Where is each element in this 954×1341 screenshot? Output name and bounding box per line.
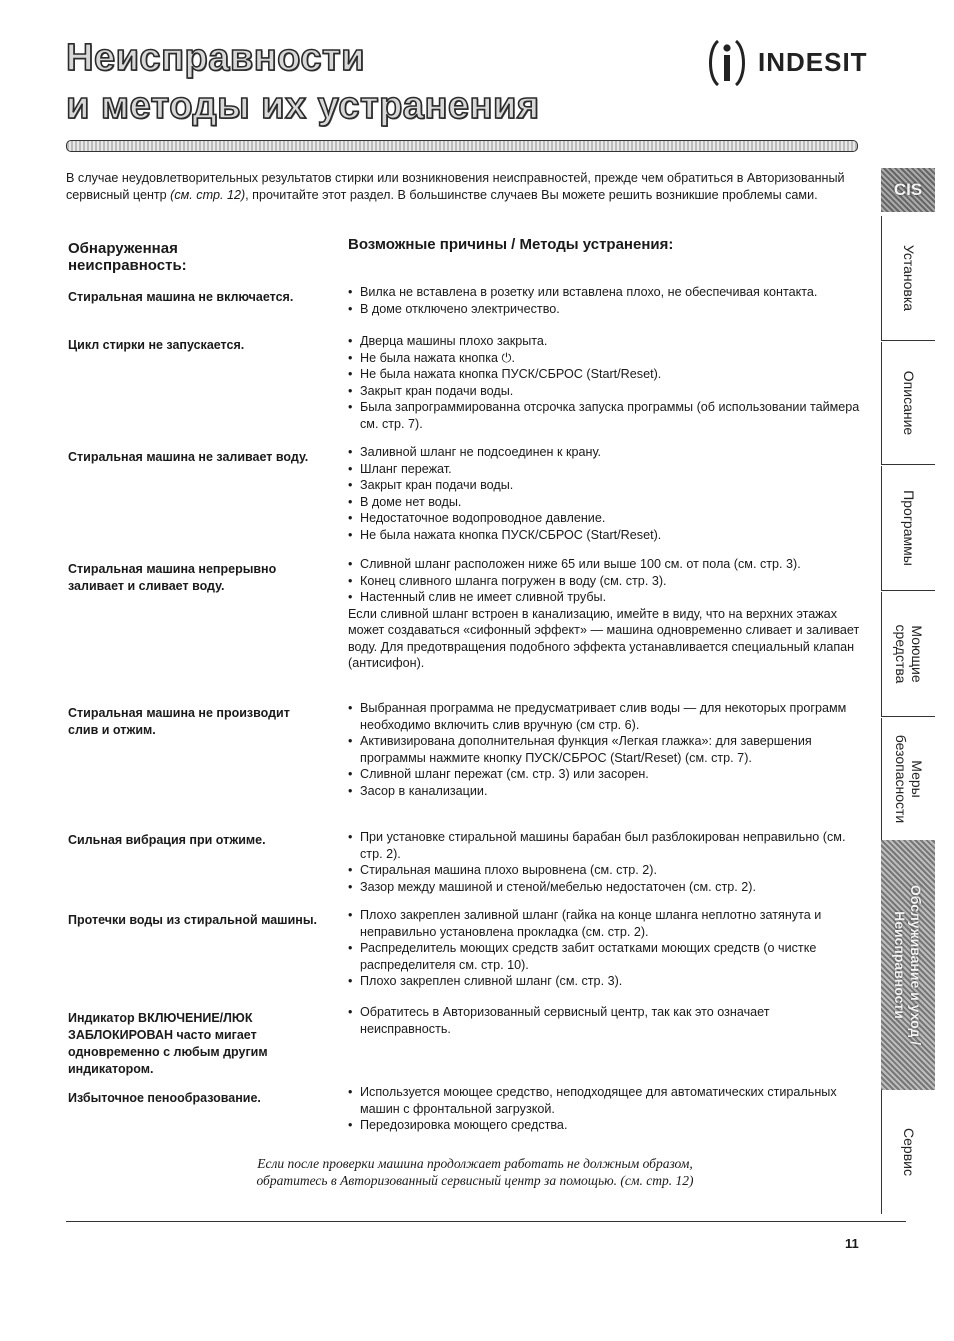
section-tab-installation[interactable] bbox=[881, 216, 935, 340]
cause-item: • Распределитель моющих средств забит остатками моющих средств (о чистке распределителя см. стр. 10). bbox=[348, 940, 860, 973]
section-tab-label: Сервис bbox=[900, 1128, 917, 1176]
intro-text-2: , прочитайте этот раздел. В большинстве случаев Вы можете решить возникшие проблемы сами. bbox=[245, 188, 818, 202]
cis-marker bbox=[881, 168, 935, 212]
tab-divider bbox=[881, 340, 935, 341]
cause-item: • Была запрограммированна отсрочка запуска программы (об использовании таймера см. стр. 7). bbox=[348, 399, 860, 432]
cause-item: • Сливной шланг пережат (см. стр. 3) или засорен. bbox=[348, 766, 860, 783]
cause-item: • Конец сливного шланга погружен в воду (см. стр. 3). bbox=[348, 573, 860, 590]
section-tab-detergents[interactable] bbox=[881, 592, 935, 716]
cause-item: • Засор в канализации. bbox=[348, 783, 860, 800]
problem-column-header: Обнаруженная неисправность: bbox=[68, 240, 187, 274]
service-note bbox=[150, 1155, 800, 1189]
problem-7: Протечки воды из стиральной машины. bbox=[68, 913, 317, 927]
problem-5: Стиральная машина не производит слив и отжим. bbox=[68, 706, 290, 737]
brand-logo bbox=[704, 32, 868, 92]
cause-item: • Плохо закреплен сливной шланг (см. стр. 3). bbox=[348, 973, 860, 990]
title-rule bbox=[66, 140, 858, 152]
service-note-line2: обратитесь в Авторизованный сервисный центр за помощью. (см. стр. 12) bbox=[256, 1173, 694, 1188]
intro-paragraph bbox=[66, 170, 856, 204]
brand-name: INDESIT bbox=[758, 46, 868, 77]
problem-1: Стиральная машина не включается. bbox=[68, 290, 294, 304]
causes-list-9 bbox=[348, 1084, 860, 1134]
indesit-logo-icon bbox=[704, 35, 750, 89]
section-tab-programs[interactable] bbox=[881, 466, 935, 590]
section-tab-label: Программы bbox=[900, 490, 917, 566]
footer-rule bbox=[66, 1221, 906, 1222]
cause-item: • Не была нажата кнопка ПУСК/СБРОС (Start/Reset). bbox=[348, 366, 860, 383]
page-title bbox=[66, 34, 540, 130]
section-tab-service[interactable] bbox=[881, 1090, 935, 1214]
cause-item: • Сливной шланг расположен ниже 65 или выше 100 см. от пола (см. стр. 3). bbox=[348, 556, 860, 573]
cause-item: • Недостаточное водопроводное давление. bbox=[348, 510, 860, 527]
section-tab-maintenance-active[interactable] bbox=[881, 840, 935, 1090]
section-tab-label: Меры безопасности bbox=[892, 734, 925, 824]
problem-3: Стиральная машина не заливает воду. bbox=[68, 450, 309, 464]
cause-item: • Вилка не вставлена в розетку или вставлена плохо, не обеспечивая контакта. bbox=[348, 284, 860, 301]
problem-8: Индикатор ВКЛЮЧЕНИЕ/ЛЮК ЗАБЛОКИРОВАН часто мигает одновременно с любым другим индикатором. bbox=[68, 1011, 268, 1076]
causes-list-4 bbox=[348, 556, 860, 672]
intro-ref: (см. стр. 12) bbox=[170, 188, 246, 202]
cause-item: • При установке стиральной машины барабан был разблокирован неправильно (см. стр. 2). bbox=[348, 829, 860, 862]
cause-note: Если сливной шланг встроен в канализацию, имейте в виду, что на верхних этажах может создаваться «сифонный эффект» — машина одновременно сливает и заливает воду. Для предотвращения подобного эффекта устанавливается специальный клапан (антисифон). bbox=[348, 606, 860, 670]
causes-list-1 bbox=[348, 284, 860, 317]
cause-item: • Закрыт кран подачи воды. bbox=[348, 383, 860, 400]
causes-list-8 bbox=[348, 1004, 860, 1037]
service-note-line1: Если после проверки машина продолжает работать не должным образом, bbox=[257, 1156, 693, 1171]
cis-label: CIS bbox=[893, 180, 923, 199]
page-title-line2: и методы их устранения bbox=[66, 85, 540, 127]
section-tab-label: Установка bbox=[900, 244, 917, 312]
cause-item: • Дверца машины плохо закрыта. bbox=[348, 333, 860, 350]
cause-item: • Заливной шланг не подсоединен к крану. bbox=[348, 444, 860, 461]
cause-item: • Активизирована дополнительная функция «Легкая глажка»: для завершения программы нажмите кнопку ПУСК/СБРОС (Start/Reset) (см. стр. 7). bbox=[348, 733, 860, 766]
section-tab-label: Обслуживание и уход / Неисправности bbox=[892, 884, 924, 1046]
tab-divider bbox=[881, 590, 935, 591]
problem-6: Сильная вибрация при отжиме. bbox=[68, 833, 266, 847]
causes-list-6 bbox=[348, 829, 860, 895]
section-index-sidebar bbox=[881, 168, 935, 1214]
causes-column-header: Возможные причины / Методы устранения: bbox=[348, 236, 674, 253]
cause-item: • Не была нажата кнопка ⏻. bbox=[348, 350, 860, 367]
tab-divider bbox=[881, 716, 935, 717]
cause-item: • В доме нет воды. bbox=[348, 494, 860, 511]
causes-list-2 bbox=[348, 333, 860, 432]
cause-item: • В доме отключено электричество. bbox=[348, 301, 860, 318]
cause-item: • Стиральная машина плохо выровнена (см. стр. 2). bbox=[348, 862, 860, 879]
cause-item: • Передозировка моющего средства. bbox=[348, 1117, 860, 1134]
cause-item: • Плохо закреплен заливной шланг (гайка на конце шланга неплотно затянута и неправильно установлена прокладка (см. стр. 2). bbox=[348, 907, 860, 940]
causes-list-7 bbox=[348, 907, 860, 990]
cause-item: • Зазор между машиной и стеной/мебелью недостаточен (см. стр. 2). bbox=[348, 879, 860, 896]
cause-item: • Шланг пережат. bbox=[348, 461, 860, 478]
cause-item: • Обратитесь в Авторизованный сервисный центр, так как это означает неисправность. bbox=[348, 1004, 860, 1037]
cause-item: • Закрыт кран подачи воды. bbox=[348, 477, 860, 494]
cause-item: • Не была нажата кнопка ПУСК/СБРОС (Start/Reset). bbox=[348, 527, 860, 544]
problem-9: Избыточное пенообразование. bbox=[68, 1091, 261, 1105]
intro-text-1: В случае неудовлетворительных результатов стирки или возникновения неисправностей, прежде чем обратиться в Авторизованный сервисный центр bbox=[66, 171, 845, 202]
cause-item: • Настенный слив не имеет сливной трубы. bbox=[348, 589, 860, 606]
problem-2: Цикл стирки не запускается. bbox=[68, 338, 245, 352]
page-number: 11 bbox=[845, 1236, 859, 1251]
cause-item: • Выбранная программа не предусматривает слив воды — для некоторых программ необходимо включить слив вручную (см стр. 6). bbox=[348, 700, 860, 733]
tab-divider bbox=[881, 464, 935, 465]
page-title-line1: Неисправности bbox=[66, 37, 365, 79]
section-tab-label: Моющие средства bbox=[892, 624, 925, 684]
section-tab-description[interactable] bbox=[881, 342, 935, 464]
problem-4: Стиральная машина непрерывно заливает и сливает воду. bbox=[68, 562, 277, 593]
section-tab-label: Описание bbox=[900, 370, 917, 436]
causes-list-3 bbox=[348, 444, 860, 543]
cause-item: • Используется моющее средство, неподходящее для автоматических стиральных машин с фронтальной загрузкой. bbox=[348, 1084, 860, 1117]
section-tab-safety[interactable] bbox=[881, 718, 935, 840]
causes-list-5 bbox=[348, 700, 860, 799]
